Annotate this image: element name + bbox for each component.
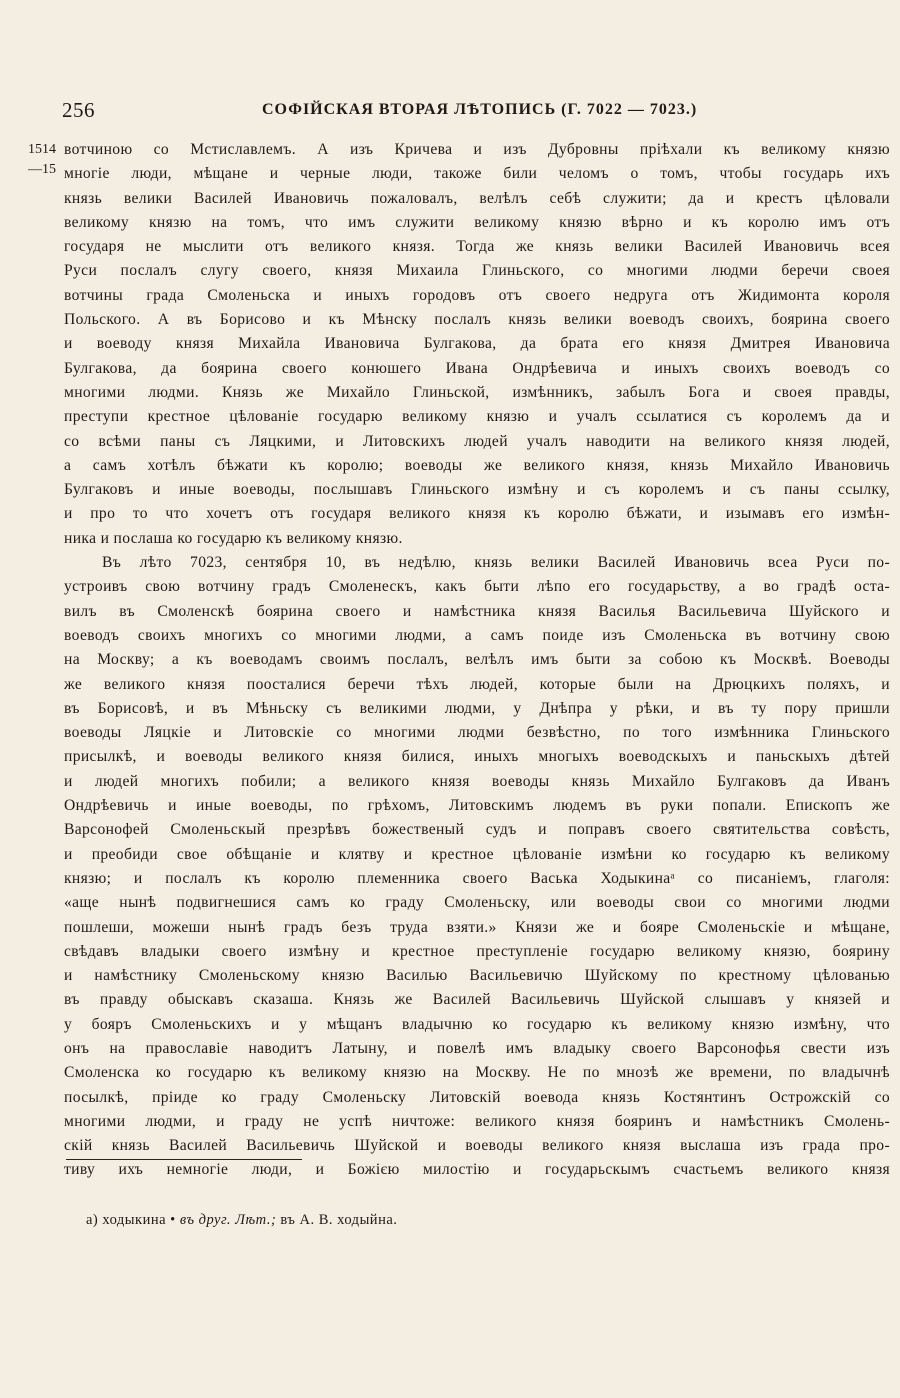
footnote-note-rest: въ А. В. ходыйна. xyxy=(280,1212,398,1228)
text-line: Въ лѣто 7023, сентября 10, въ недѣлю, князь велики Василей Ивановичь всеа Руси по- xyxy=(102,554,890,572)
page-header xyxy=(62,96,838,126)
footnote-divider xyxy=(66,1159,302,1160)
text-line: скій князь Василей Васильевичь Шуйской и воеводы великого князя выслаша изъ града про- xyxy=(64,1137,890,1155)
text-line: государя не мыслити отъ великого князя. Тогда же князь велики Василей Ивановичь всея xyxy=(64,238,890,256)
text-line: Польского. А въ Борисово и къ Мѣнску послалъ князь велики воеводъ своихъ, боярина своего xyxy=(64,311,890,329)
text-line: и воеводу князя Михайла Ивановича Булгакова, да брата его князя Дмитрея Ивановича xyxy=(64,335,890,353)
text-line: пошлеши, можеши нынѣ градъ безъ труда взяти.» Князи же и бояре Смоленьскіе и мѣщане, xyxy=(64,918,890,936)
text-line: онъ на православіе наводитъ Латыну, и повелѣ имъ владыку своего Варсонофья свести изъ xyxy=(64,1039,890,1057)
text-line: воеводъ своихъ многихъ со многими людми, а самъ поиде изъ Смоленьска въ вотчину свою xyxy=(64,626,890,644)
text-line: Руси послалъ слугу своего, князя Михаила Глиньского, со многими людми беречи своея xyxy=(64,262,890,280)
text-line: на Москву; а къ воеводамъ своимъ послалъ, велѣлъ имъ быти за собою къ Москвѣ. Воеводы xyxy=(64,651,890,669)
chronicle-text xyxy=(64,138,890,1183)
text-line: и людей многихъ побили; а великого князя воеводы князь Михайло Булгаковъ да Иванъ xyxy=(64,772,890,790)
text-line: тиву ихъ немногіе люди, и Божією милостію и государьскымъ счастьемъ великого князя xyxy=(64,1161,890,1179)
text-line: въ Борисовѣ, и въ Мѣньску съ великими людми, у Днѣпра у рѣки, и въ ту пору пришли xyxy=(64,699,890,717)
margin-year-top: 1514 xyxy=(28,142,56,157)
text-line: Ондрѣевичь и иные воеводы, по грѣхомъ, Литовскимъ людемъ въ руки попали. Епископъ же xyxy=(64,797,890,815)
footnote-note-italic: въ друг. Лѣт.; xyxy=(179,1212,277,1228)
text-line: Булгакова, да боярина своего конюшего Ивана Ондрѣевича и иныхъ своихъ воеводъ со xyxy=(64,359,890,377)
text-line: Варсонофей Смоленьскый презрѣвъ божественый судъ и поправъ своего святительства совѣсть, xyxy=(64,821,890,839)
text-line: многими людми, и граду не успѣ ничтоже: великого князя бояринъ и намѣстникъ Смолень- xyxy=(64,1112,890,1130)
running-title: СОФІЙСКАЯ ВТОРАЯ ЛѢТОПИСЬ (Г. 7022 — 7023.) xyxy=(262,101,698,118)
text-line: вотчиною со Мстиславлемъ. А изъ Кричева и изъ Дубровны пріѣхали къ великому князю xyxy=(64,141,890,158)
text-line: многіе люди, мѣщане и черные люди, такоже били челомъ о томъ, чтобы государь ихъ xyxy=(64,165,890,183)
text-line: же великого князя поосталися беречи тѣхъ людей, которые были на Дрюцкихъ поляхъ, и xyxy=(64,675,890,693)
text-line: устроивъ свою вотчину градъ Смоленескъ, какъ быти лѣпо его государьству, а во градѣ оста- xyxy=(64,578,890,596)
text-line: у бояръ Смоленьскихъ и у мѣщанъ владычню ко государю къ великому князю измѣну, что xyxy=(64,1015,890,1033)
text-line: Смоленска ко государю къ великому князю на Москву. Не по мнозѣ же времени, по владычнѣ xyxy=(64,1064,890,1082)
text-line: вотчины града Смоленьска и иныхъ городовъ отъ своего недруга отъ Жидимонта короля xyxy=(64,286,890,304)
text-line: великому князю на томъ, что имъ служити великому князю вѣрно и къ королю имъ отъ xyxy=(64,213,890,231)
text-line: и про то что хочетъ отъ государя великого князя къ королю бѣжати, и изымавъ его измѣн- xyxy=(64,505,890,523)
text-line: свѣдавъ владыки своего измѣну и крестное преступленіе государю великому князю, боярину xyxy=(64,942,890,960)
text-line: и преобиди свое обѣщаніе и клятву и крестное цѣлованіе измѣни ко государю къ великому xyxy=(64,845,890,863)
margin-year-bottom: —15 xyxy=(28,162,56,177)
footnote-marker: а) xyxy=(86,1212,99,1228)
text-line: присылкѣ, и воеводы великого князя билися, иныхъ многыхъ воеводскыхъ и паньскыхъ дѣтей xyxy=(64,748,890,766)
text-line: воеводы Ляцкіе и Литовскіе со многими людми безвѣстно, по того измѣнника Глиньского xyxy=(64,724,890,742)
text-line: со всѣми паны съ Ляцкими, и Литовскихъ людей учалъ наводити на великого князя людей, xyxy=(64,432,890,450)
text-line: и намѣстнику Смоленьскому князю Василью Васильевичю Шуйскому по крестному цѣлованью xyxy=(64,967,890,985)
margin-year-note xyxy=(28,140,56,180)
text-line: ника и послаша ко государю къ великому князю. xyxy=(64,529,403,547)
text-line: посылкѣ, пріиде ко граду Смоленьску Литовскій воевода князь Костянтинъ Острожскій со xyxy=(64,1088,890,1106)
footnote-word: ходыкина xyxy=(102,1212,167,1228)
text-line: преступи крестное цѣлованіе государю великому князю и учалъ ссылатися съ королемъ да и xyxy=(64,408,890,426)
text-line: а самъ хотѣлъ бѣжати къ королю; воеводы же великого князя, князь Михайло Ивановичь xyxy=(64,456,890,474)
text-line: князю; и послалъ къ королю племенника своего Васька Ходыкинаᵃ со писаніемъ, глаголя: xyxy=(64,869,890,887)
text-line: князь велики Василей Ивановичь пожаловалъ, велѣлъ себѣ служити; да и крестъ цѣловали xyxy=(64,189,890,207)
page-number: 256 xyxy=(62,98,95,122)
text-line: вилъ въ Смоленскѣ боярина своего и намѣстника князя Василья Васильевича Шуйского и xyxy=(64,602,890,620)
text-line: въ правду обыскавъ сказаша. Князь же Василей Васильевичь Шуйской слышавъ у князей и xyxy=(64,991,890,1009)
footnote: а) ходыкина • въ друг. Лѣт.; въ А. В. ходыйна. xyxy=(86,1212,398,1228)
text-line: многими людми. Князь же Михайло Глиньской, измѣнникъ, забылъ Бога и своея правды, xyxy=(64,383,890,401)
text-line: «аще нынѣ подвигнешися самъ ко граду Смоленьску, или воеводы свои со многими людми xyxy=(64,894,890,912)
text-line: Булгаковъ и иные воеводы, послышавъ Глиньского измѣну и съ королемъ и съ паны ссылку, xyxy=(64,481,890,499)
